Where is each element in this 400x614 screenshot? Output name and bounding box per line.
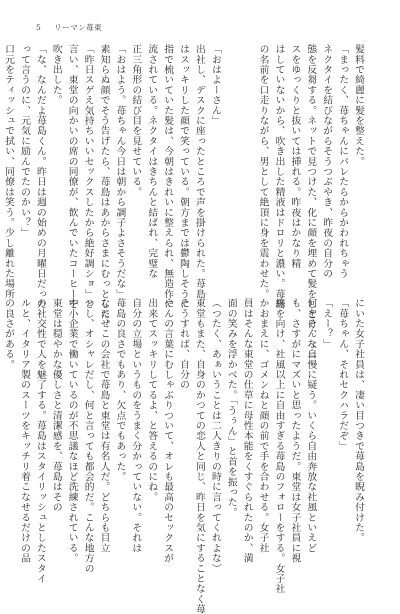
text-line: 正三角形の結び目を見せている。: [130, 44, 142, 197]
text-line: 態を反芻する。ネットで見つけた、化に顔を埋めて髪をしごけ、ペニ: [305, 44, 317, 361]
text-line: 出社し、デスクに座ったところで声を掛けられた。苺島: [193, 44, 205, 299]
text-line: 「おはよう。苺ちゃん今日は朝から調子よさそうだな」: [114, 44, 126, 299]
text-line: そうすれば、自分の: [178, 298, 190, 390]
text-line: スをゆっくりと抜いては挿れる。昨夜はかなり精: [289, 44, 301, 269]
text-line: 東堂は穏やかな優しさと清潔感を、苺島はその: [50, 298, 62, 513]
text-line: 素知らぬ顔でそう告げたら、苺島はあからさまにむっとした。: [98, 44, 110, 330]
text-line: ルと、イタリア製のスーツをキッチリ着こなせるだけの品: [18, 298, 30, 564]
text-line: かおまえに、ゴメンねと顔の前で手を合わせる。女子社: [257, 298, 269, 553]
text-line: 指で梳いていた髪は、今朝はきれいに整えられ、無造作に: [162, 44, 174, 310]
text-line: [223, 44, 239, 290]
text-line: やんの言葉にむしゃぶりついて、オレも最高のセックスが: [162, 298, 174, 564]
text-line: 苺島の良さでもあり、欠点でもあった。: [114, 298, 126, 482]
text-line: 「苺ちゃん、それセクハラだぞ」: [337, 298, 349, 451]
running-title: リーマン苺東: [54, 23, 103, 32]
text-line: はしていないから、吹き出した精液はドロリと濃い。苺島: [273, 44, 285, 310]
text-line: にいた女子社員は、凄い目つきで苺島を睨み付けた。: [353, 298, 364, 543]
text-line: も、さすがにマズいと思ったようだ。東堂は女子社員に視: [289, 298, 301, 564]
text-line: 何をそんな自慢に疑う。いくら自由奔放な社風といえど: [305, 298, 317, 553]
text-line: 髪料で綺麗に髪を整えた。: [353, 44, 364, 167]
page-number: 5: [36, 23, 42, 32]
text-line: の良さがある。: [3, 298, 15, 370]
text-line: 言い、東堂の向かいの席の同僚が、飲んでいたコーヒーを: [66, 44, 78, 310]
text-line: 自分の立場というものをうまく分かっていない。それは: [130, 298, 142, 553]
text-line: 流されている。ネクタイはきちんと結ばれ、完璧な: [146, 44, 158, 279]
text-line: 「えー？」: [321, 298, 333, 349]
text-line: って言うのに、元気に励んでたのかい？」: [18, 44, 30, 238]
text-line: 中小企業で働いているのが不思議なほど洗練されている。: [66, 298, 78, 564]
text-line: 線を向け、社風以上に自由すぎる苺島のフォローをする。女子社: [273, 298, 285, 594]
text-line: 員はそんな東堂の仕草に母性本能をくすぐられたのか、満: [241, 298, 253, 564]
page-header: [36, 22, 102, 33]
text-line: 面の笑みを浮かべた。「うぅん」と首を振った。: [225, 298, 237, 518]
text-line: 口元をティッシュで拭い、同僚は笑う。少し離れた場所: [3, 44, 15, 299]
text-line: つし、オシャレだし、何と言っても都会的だ。こんな地方の: [82, 298, 94, 574]
text-line: [239, 44, 255, 290]
text-line: ネクタイを結びながらそうつぶやき、昨夜の自分の: [321, 44, 333, 279]
text-line: の社交性で人を魅了する。苺島はスタイリッシュとしたスタイ: [34, 298, 46, 584]
text-line: 吹き出した。: [50, 44, 62, 106]
text-line: 出来てスッキリしてるよ、と答えるのにね。: [146, 298, 158, 502]
body-text-lower: [3, 298, 366, 614]
text-line: の名前を口走りながら、男として絶頂に身を震わせた。: [257, 44, 269, 299]
text-line: 「昨日スゲえ気持ちいいセックスしたから絶好調ショ」と: [82, 44, 94, 310]
text-line: 「な、なんだよ苺島くん。昨日は週の始めの月曜日だった: [34, 44, 46, 310]
text-line: はスッキリした顔で笑っている。朝方までは鬱陶しそうに: [178, 44, 190, 310]
text-line: 「おはよーさん」: [209, 44, 221, 126]
text-line: 東堂もまた、自身のかつての恋人と同じ、昨日を気にすることなく苺: [193, 298, 205, 614]
text-line: 「まったく、苺ちゃんにバレたらからかわれちゃう: [337, 44, 349, 279]
text-line: （つたく、あぁいうことは二人きりの時に言ってくれよな）: [209, 298, 221, 574]
text-line: なにせこの会社で苺島と東堂は有名人だ。どちらも目立: [98, 298, 110, 553]
